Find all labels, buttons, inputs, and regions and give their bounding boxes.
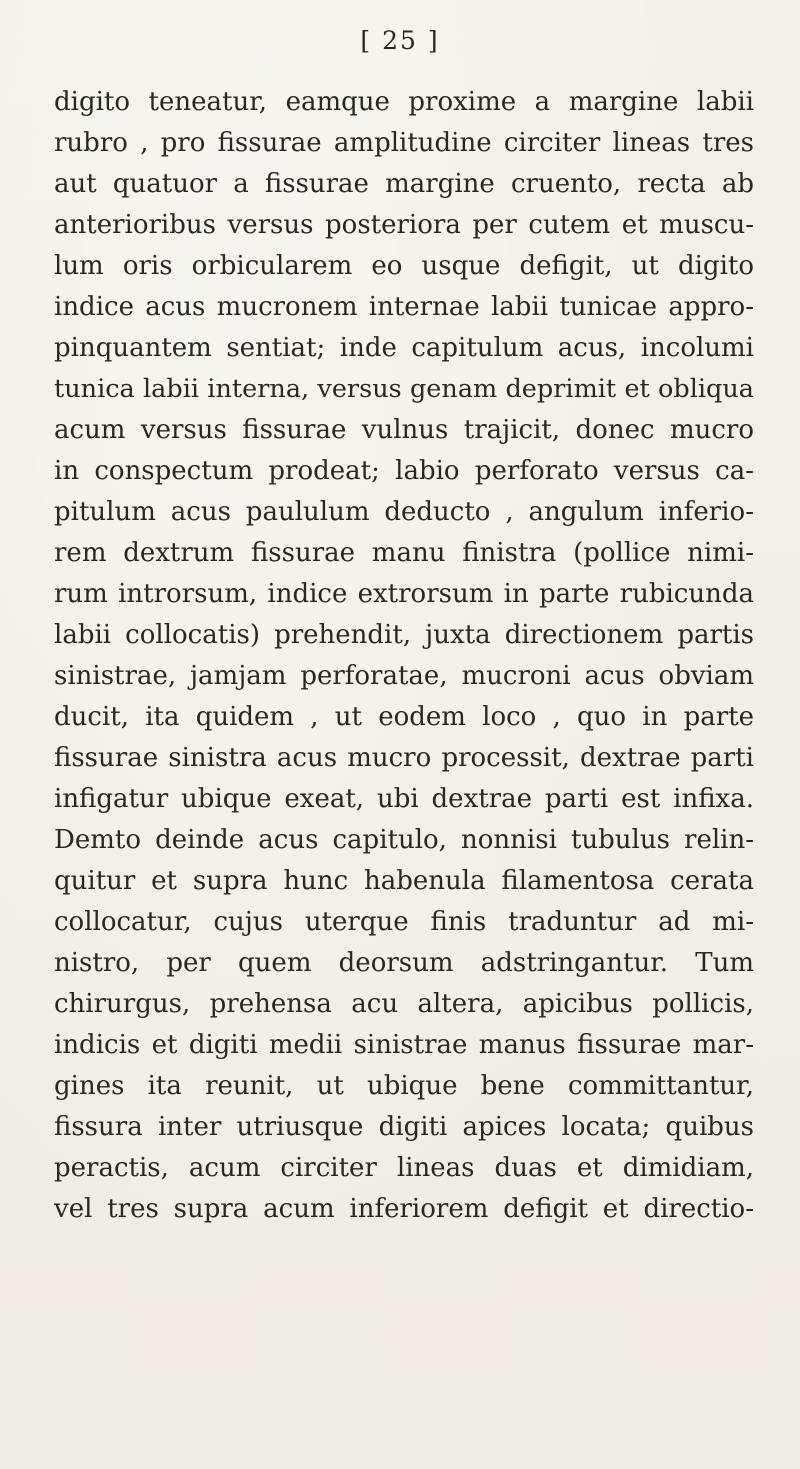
text-line: Demto deinde acus capitulo, nonnisi tubulus relin- bbox=[54, 825, 754, 855]
text-line: collocatur, cujus uterque finis traduntur ad mi- bbox=[54, 907, 754, 937]
text-line: anterioribus versus posteriora per cutem et muscu- bbox=[54, 210, 754, 240]
text-line: tunica labii interna, versus genam deprimit et obliqua bbox=[54, 374, 754, 404]
text-line: ducit, ita quidem , ut eodem loco , quo in parte bbox=[54, 702, 754, 732]
text-line: pitulum acus paululum deducto , angulum inferio- bbox=[54, 497, 754, 527]
body-text bbox=[54, 82, 754, 1230]
text-line: indicis et digiti medii sinistrae manus fissurae mar- bbox=[54, 1030, 754, 1060]
text-line: quitur et supra hunc habenula filamentosa cerata bbox=[54, 866, 754, 896]
text-line: rubro , pro fissurae amplitudine circiter lineas tres bbox=[54, 128, 754, 158]
text-line: aut quatuor a fissurae margine cruento, recta ab bbox=[54, 169, 754, 199]
text-line: rem dextrum fissurae manu finistra (pollice nimi- bbox=[54, 538, 754, 568]
text-line: fissura inter utriusque digiti apices locata; quibus bbox=[54, 1112, 754, 1142]
text-line: indice acus mucronem internae labii tunicae appro- bbox=[54, 292, 754, 322]
text-line: pinquantem sentiat; inde capitulum acus, incolumi bbox=[54, 333, 754, 363]
text-line: labii collocatis) prehendit, juxta directionem partis bbox=[54, 620, 754, 650]
text-line: infigatur ubique exeat, ubi dextrae parti est infixa. bbox=[54, 784, 754, 814]
text-line: vel tres supra acum inferiorem defigit et directio- bbox=[54, 1194, 754, 1224]
text-line: gines ita reunit, ut ubique bene committantur, bbox=[54, 1071, 754, 1101]
text-line: acum versus fissurae vulnus trajicit, donec mucro bbox=[54, 415, 754, 445]
text-line: rum introrsum, indice extrorsum in parte rubicunda bbox=[54, 579, 754, 609]
text-line: sinistrae, jamjam perforatae, mucroni acus obviam bbox=[54, 661, 754, 691]
text-line: nistro, per quem deorsum adstringantur. Tum bbox=[54, 948, 754, 978]
text-line: peractis, acum circiter lineas duas et dimidiam, bbox=[54, 1153, 754, 1183]
text-line: digito teneatur, eamque proxime a margine labii bbox=[54, 87, 754, 117]
text-line: chirurgus, prehensa acu altera, apicibus pollicis, bbox=[54, 989, 754, 1019]
text-line: in conspectum prodeat; labio perforato versus ca- bbox=[54, 456, 754, 486]
text-line: lum oris orbicularem eo usque defigit, ut digito bbox=[54, 251, 754, 281]
text-line: fissurae sinistra acus mucro processit, dextrae parti bbox=[54, 743, 754, 773]
page-number-header: [ 25 ] bbox=[360, 26, 440, 55]
